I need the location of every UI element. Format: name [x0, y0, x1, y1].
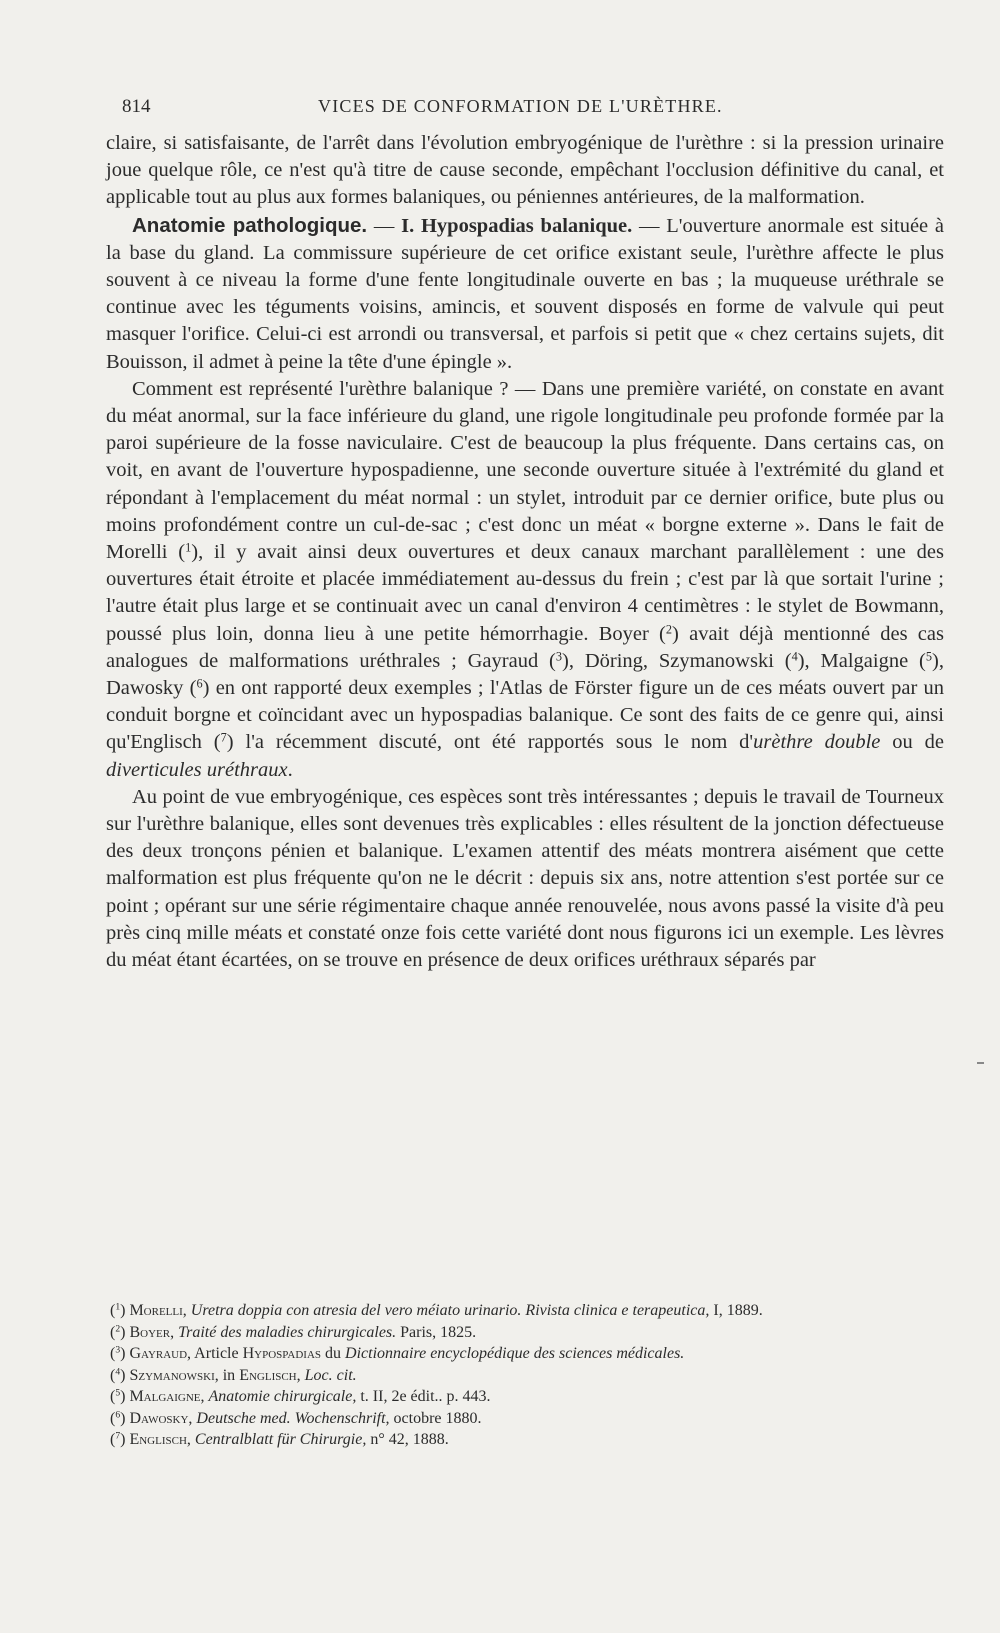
section-heading: Anatomie pathologique.	[132, 213, 368, 237]
footnote: ($^6$) Dawosky, Deutsche med. Wochenschrift, octobre 1880.	[110, 1409, 482, 1427]
footnote-author: Boyer,	[129, 1323, 175, 1341]
running-head: VICES DE CONFORMATION DE L'URÈTHRE.	[318, 96, 723, 116]
paragraph-embryogenique: Au point de vue embryogénique, ces espèces sont très intéressantes ; depuis le travail de Tourneux sur l'urèthre balanique, elles sont devenues très explicables : elles résultent de la jonction défectueuse des deux tronçons pénien et balanique. L'examen attentif des méats montrera aisément que cette malformation est plus fréquente qu'on ne le décrit : depuis six ans, notre attention s'est portée sur ce point ; opérant sur une série régimentaire chaque année renouvelée, nous avons passé la visite d'à peu près cinq mille méats et constaté onze fois cette variété dont nous figurons ici un exemple. Les lèvres du méat étant écartées, on se trouve en présence de deux orifices uréthraux séparés par	[106, 785, 944, 972]
footnote: ($^1$) Morelli, Uretra doppia con atresia del vero méiato urinario. Rivista clinica e terapeutica, I, 1889.	[110, 1301, 763, 1319]
footnotes	[106, 1300, 944, 1451]
page-header	[122, 96, 912, 124]
footnote: ($^2$) Boyer, Traité des maladies chirurgicales. Paris, 1825.	[110, 1323, 477, 1341]
footnote-author: Dawosky,	[129, 1409, 193, 1427]
footnote-ref: 7	[220, 730, 227, 745]
footnote-number: 7	[115, 1430, 121, 1442]
footnote-author: Morelli,	[129, 1302, 187, 1319]
footnote-author: Gayraud,	[129, 1345, 192, 1362]
paragraph-urethre-balanique: Comment est représenté l'urèthre balanique ? — Dans une première variété, on constate en avant du méat anormal, sur la face inférieure du gland, une rigole longitudinale peu profonde formée par la paroi supérieure de la fosse naviculaire. C'est de beaucoup la plus fréquente. Dans certains cas, on voit, en avant de l'ouverture hypospadienne, une seconde ouverture située à l'extrémité du gland et répondant à l'emplacement du méat normal : un stylet, introduit par ce dernier orifice, bute plus ou moins profondément contre un cul-de-sac ; c'est donc un méat « borgne externe ». Dans le fait de Morelli ($^1$), il y avait ainsi deux ouvertures et deux canaux marchant parallèlement : une des ouvertures était étroite et placée immédiatement au-dessus du frein ; c'est par là que sortait l'urine ; l'autre était plus large et se continuait avec un canal d'environ 4 centimètres : le stylet de Bowmann, poussé plus loin, donna lieu à une petite hémorrhagie. Boyer ($^2$) avait déjà mentionné des cas analogues de malformations uréthrales ; Gayraud ($^3$), Döring, Szymanowski ($^4$), Malgaigne ($^5$), Dawosky ($^6$) en ont rapporté deux exemples ; l'Atlas de Förster figure un de ces méats ouvert par un conduit borgne et coïncidant avec un hypospadias balanique. Ce sont des faits de ce genre qui, ainsi qu'Englisch ($^7$) l'a récemment discuté, ont été rapportés sous le nom d'urèthre double ou de diverticules uréthraux.	[106, 377, 944, 781]
footnote: ($^4$) Szymanowski, in Englisch, Loc. cit.	[110, 1366, 357, 1384]
paragraph-continuation: claire, si satisfaisante, de l'arrêt dans l'évolution embryogénique de l'urèthre : si la pression urinaire joue quelque rôle, ce n'est qu'à titre de cause seconde, empêchant l'occlusion définitive du canal, et applicable tout au plus aux formes balaniques, ou péniennes antérieures, de la malformation.	[106, 132, 944, 209]
footnote-number: 1	[115, 1301, 121, 1313]
footnote-author: Englisch,	[129, 1431, 191, 1448]
footnote-ref: 2	[665, 621, 673, 636]
footnote-number: 5	[115, 1387, 121, 1399]
italic-term: diverticules uréthraux	[106, 758, 288, 781]
footnote: ($^7$) Englisch, Centralblatt für Chirurgie, n° 42, 1888.	[110, 1430, 449, 1448]
footnote: ($^3$) Gayraud, Article Hypospadias du Dictionnaire encyclopédique des sciences médicales.	[110, 1344, 685, 1362]
footnote-number: 6	[115, 1409, 121, 1421]
footnote-author: Malgaigne,	[129, 1388, 205, 1405]
paragraph-anatomie: Anatomie pathologique. — I. Hypospadias balanique. — L'ouverture anormale est située à la base du gland. La commissure supérieure de cet orifice existant seule, l'urèthre affecte le plus souvent à ce niveau la forme d'une fente longitudinale ouverte en bas ; la muqueuse uréthrale se continue avec les téguments voisins, amincis, et souvent disposés en forme de valvule qui peut masquer l'orifice. Celui-ci est arrondi ou transversal, et parfois si petit que « chez certains sujets, dit Bouisson, il admet à peine la tête d'une épingle ».	[106, 213, 945, 373]
footnote-ref: 4	[791, 649, 798, 664]
footnote-ref: 3	[555, 649, 563, 664]
footnote-number: 4	[115, 1366, 121, 1378]
footnote: ($^5$) Malgaigne, Anatomie chirurgicale, t. II, 2e édit.. p. 443.	[110, 1387, 491, 1405]
italic-term: urèthre double	[753, 731, 881, 754]
footnote-number: 2	[115, 1323, 121, 1335]
page-number: 814	[122, 96, 151, 117]
main-text	[106, 130, 944, 974]
footnote-ref: 5	[925, 649, 933, 664]
footnote-number: 3	[115, 1344, 121, 1356]
footnote-ref: 1	[185, 540, 192, 555]
margin-mark	[977, 1062, 984, 1064]
footnote-ref: 6	[196, 676, 203, 691]
footnote-author: Szymanowski,	[129, 1366, 219, 1384]
subsection-heading: I. Hypospadias balanique.	[401, 214, 633, 237]
